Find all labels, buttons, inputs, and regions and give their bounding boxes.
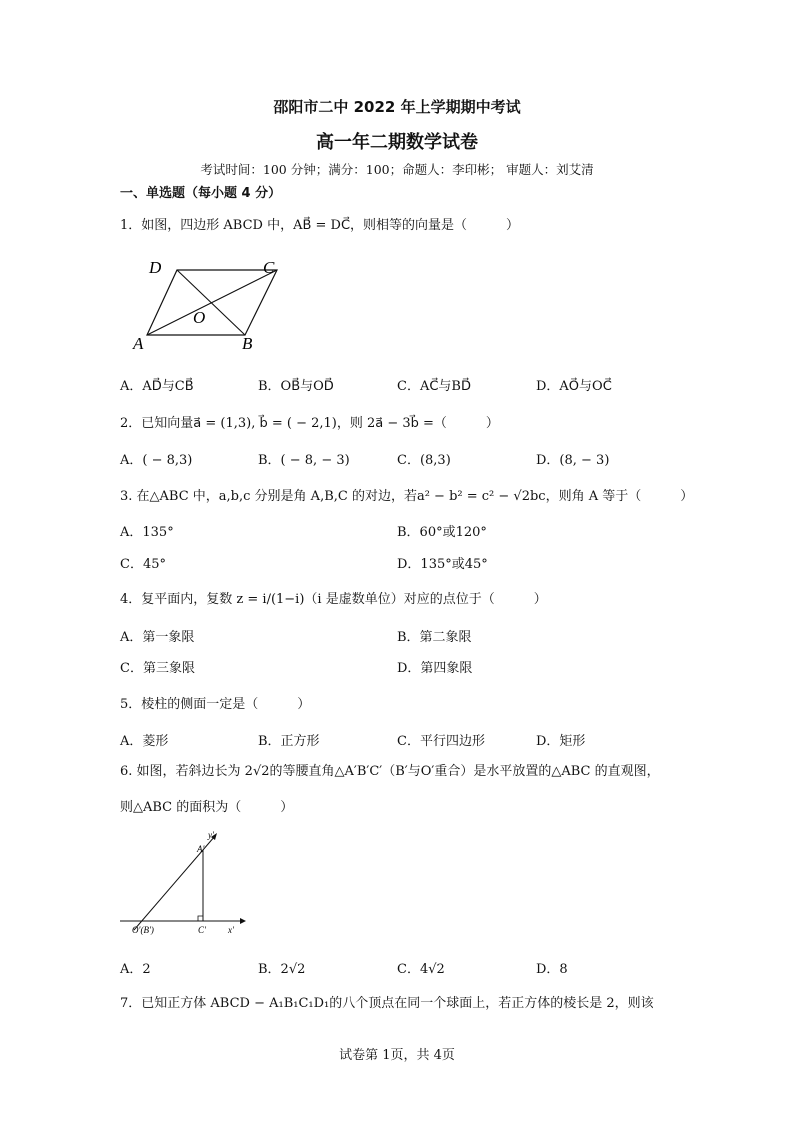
section-title: 一、单选题（每小题 4 分） (120, 186, 282, 201)
q3-option-d: D．135°或45° (397, 557, 488, 572)
label-y-axis: y′ (208, 830, 214, 840)
q2-option-a: A．( − 8,3) (120, 453, 193, 468)
exam-subject-title: 高一年二期数学试卷 (316, 132, 478, 153)
q1-option-c: C．AC⃗与BD⃗ (397, 379, 471, 394)
q5-option-a: A．菱形 (120, 734, 169, 749)
page-footer: 试卷第 1页，共 4页 (339, 1048, 455, 1063)
q5-option-b: B．正方形 (258, 734, 320, 749)
label-b: B (242, 334, 253, 353)
q4-option-b: B．第二象限 (397, 630, 472, 645)
diagonal-bd (177, 270, 245, 335)
question-6-stem-line2: 则△ABC 的面积为（ ） (120, 800, 294, 815)
q3-option-a: A．135° (120, 525, 174, 540)
q6-option-d: D．8 (536, 962, 568, 977)
q4-option-d: D．第四象限 (397, 661, 473, 676)
school-exam-title: 邵阳市二中 2022 年上学期期中考试 (273, 98, 521, 116)
question-2-stem: 2．已知向量a⃗ = (1,3), b⃗ = ( − 2,1)，则 2a⃗ − 3b⃗ =（ ） (120, 416, 499, 431)
x-axis-arrow (240, 918, 246, 924)
question-1-stem: 1．如图，四边形 ABCD 中，AB⃗ = DC⃗，则相等的向量是（ ） (120, 218, 520, 233)
label-c-prime: C′ (198, 925, 206, 935)
question-6-stem: 6. 如图，若斜边长为 2√2的等腰直角△A′B′C′（B′与O′重合）是水平放置的△ABC 的直观图， (120, 764, 660, 779)
label-x-axis: x′ (228, 925, 234, 935)
q5-option-c: C．平行四边形 (397, 734, 485, 749)
question-7-stem: 7．已知正方体 ABCD − A₁B₁C₁D₁的八个顶点在同一个球面上，若正方体的棱长是 2，则该 (120, 996, 654, 1011)
label-d: D (149, 258, 162, 277)
label-a: A (133, 334, 144, 353)
q5-option-d: D．矩形 (536, 734, 586, 749)
q3-option-c: C．45° (120, 557, 166, 572)
q1-option-a: A．AD⃗与CB⃗ (120, 379, 194, 394)
q2-option-d: D．(8, − 3) (536, 453, 610, 468)
label-c: C (263, 258, 275, 277)
label-origin: O′(B′) (132, 925, 154, 935)
q1-option-d: D．AO⃗与OC⃗ (536, 379, 612, 394)
q6-option-b: B．2√2 (258, 962, 306, 977)
q4-option-c: C．第三象限 (120, 661, 195, 676)
q6-option-a: A．2 (120, 962, 151, 977)
label-a-prime: A′ (197, 844, 205, 854)
question-4-stem: 4．复平面内，复数 z = i/(1−i)（i 是虚数单位）对应的点位于（ ） (120, 592, 547, 607)
intuitive-diagram-figure (118, 828, 248, 938)
right-angle-mark (198, 916, 203, 921)
label-o: O (193, 308, 206, 327)
q2-option-c: C．(8,3) (397, 453, 451, 468)
parallelogram-figure (130, 255, 290, 355)
q1-option-b: B．OB⃗与OD⃗ (258, 379, 334, 394)
exam-info: 考试时间：100 分钟；满分：100；命题人：李印彬； 审题人：刘艾清 (200, 162, 594, 177)
q3-option-b: B．60°或120° (397, 525, 487, 540)
question-3-stem: 3. 在△ABC 中，a,b,c 分别是角 A,B,C 的对边，若a² − b² = c² − √2bc，则角 A 等于（ ） (120, 489, 694, 504)
question-5-stem: 5．棱柱的侧面一定是（ ） (120, 697, 311, 712)
q2-option-b: B．( − 8, − 3) (258, 453, 350, 468)
q4-option-a: A．第一象限 (120, 630, 195, 645)
q6-option-c: C．4√2 (397, 962, 445, 977)
diagonal-ac (147, 270, 277, 335)
